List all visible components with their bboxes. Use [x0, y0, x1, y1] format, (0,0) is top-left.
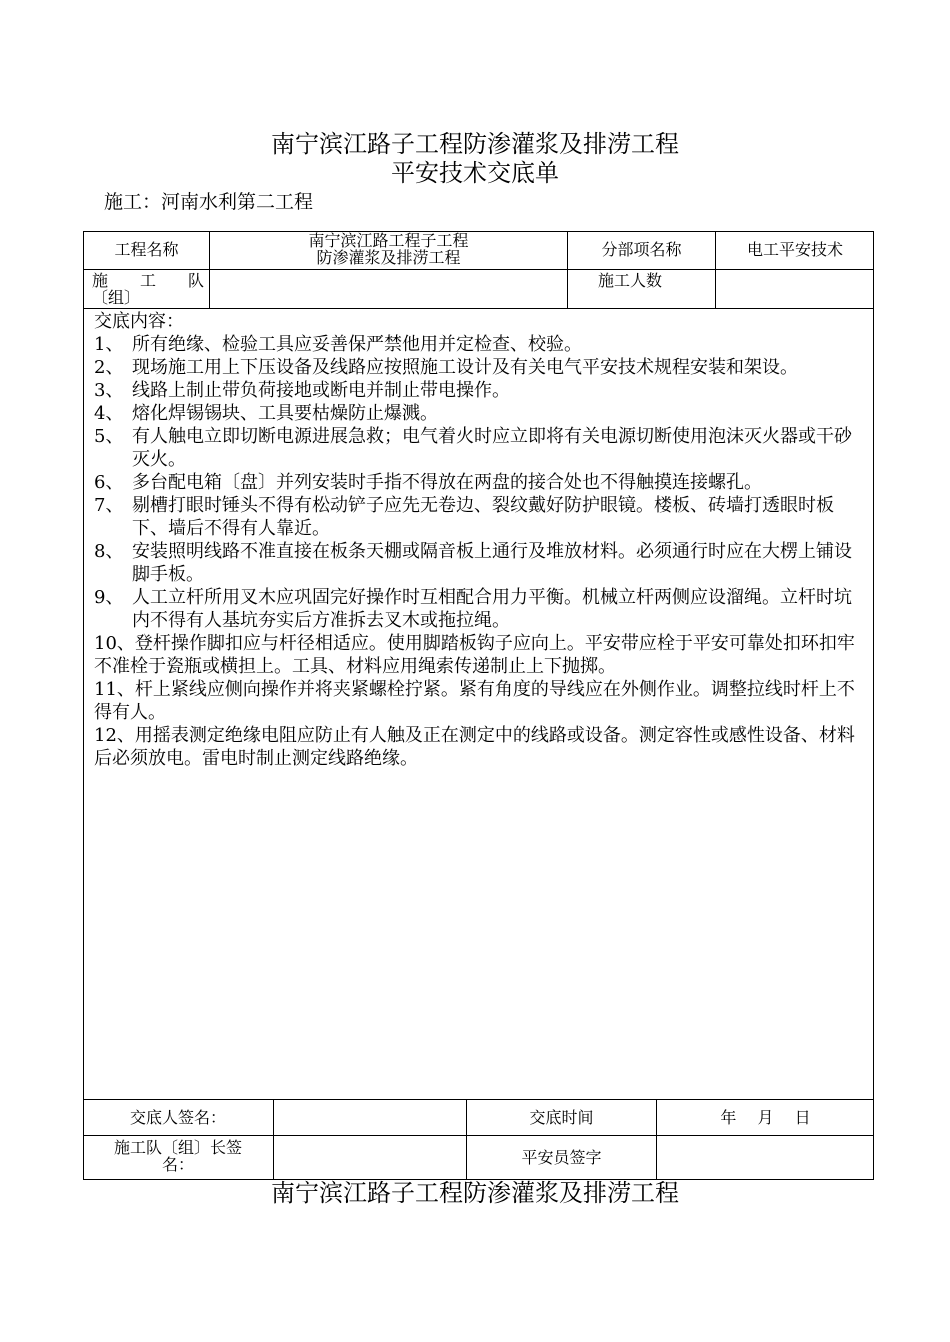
disclosure-time-label: 交底时间	[529, 1108, 594, 1127]
item-number: 1、	[94, 334, 124, 355]
item-text: 有人触电立即切断电源进展急救；电气着火时应立即将有关电源切断使用泡沫灭火器或干砂灭火。	[132, 426, 852, 470]
document-title: 南宁滨江路子工程防渗灌浆及排涝工程	[271, 130, 679, 158]
item-number: 10、	[94, 633, 135, 654]
team-leader-signature[interactable]	[274, 1136, 466, 1179]
discloser-label: 交底人签名：	[129, 1108, 226, 1127]
subitem-value: 电工平安技术	[746, 240, 843, 259]
item-number: 8、	[94, 541, 124, 562]
item-text: 安装照明线路不准直接在板条天棚或隔音板上通行及堆放材料。必须通行时应在大楞上铺设脚手板。	[132, 541, 852, 585]
item-number: 4、	[94, 403, 124, 424]
item-number: 6、	[94, 472, 124, 493]
content-item	[94, 333, 864, 356]
project-name-label: 工程名称	[114, 240, 179, 259]
content-item	[94, 586, 864, 632]
item-text: 人工立杆所用叉木应巩固完好操作时互相配合用力平衡。机械立杆两侧应设溜绳。立杆时坑内不得有人基坑夯实后方准拆去叉木或拖拉绳。	[132, 587, 852, 631]
workers-label: 施工人数	[598, 271, 663, 290]
content-item	[94, 678, 864, 724]
content-heading: 交底内容：	[94, 311, 184, 332]
project-name-value	[210, 232, 567, 266]
workers-value[interactable]	[716, 272, 874, 308]
content-item	[94, 724, 864, 770]
row-divider	[83, 1099, 874, 1100]
disclosure-time-value[interactable]: 年 月 日	[720, 1108, 811, 1127]
item-text: 线路上制止带负荷接地或断电并制止带电操作。	[132, 380, 510, 401]
item-number: 11、	[94, 679, 135, 700]
footer-title: 南宁滨江路子工程防渗灌浆及排涝工程	[271, 1179, 679, 1207]
content-item	[94, 540, 864, 586]
content-item	[94, 402, 864, 425]
item-text: 所有绝缘、检验工具应妥善保严禁他用并定检查、校验。	[132, 334, 582, 355]
item-text: 多台配电箱〔盘〕并列安装时手指不得放在两盘的接合处也不得触摸连接螺孔。	[132, 472, 762, 493]
item-number: 2、	[94, 357, 124, 378]
item-number: 5、	[94, 426, 124, 447]
row-divider	[83, 269, 874, 270]
team-label	[92, 272, 204, 306]
content-item	[94, 632, 864, 678]
item-text: 剔槽打眼时锤头不得有松动铲子应先无卷边、裂纹戴好防护眼镜。楼板、砖墙打透眼时板下、墙后不得有人靠近。	[132, 495, 834, 539]
project-name-line1: 南宁滨江路工程子工程	[308, 231, 469, 250]
document-subtitle: 平安技术交底单	[391, 159, 559, 187]
content-item	[94, 379, 864, 402]
safety-officer-signature[interactable]	[657, 1136, 874, 1179]
item-text: 熔化焊锡锡块、工具要枯燥防止爆溅。	[132, 403, 438, 424]
team-label-line2: 〔组〕	[92, 288, 141, 307]
item-number: 3、	[94, 380, 124, 401]
item-number: 12、	[94, 725, 135, 746]
team-leader-label-line2: 名：	[161, 1155, 194, 1174]
subitem-label: 分部项名称	[601, 240, 682, 259]
content-item	[94, 471, 864, 494]
row-divider	[83, 308, 874, 309]
team-leader-label-line1: 施工队〔组〕长签	[113, 1138, 242, 1157]
safety-officer-label: 平安员签字	[521, 1148, 602, 1167]
item-text: 用摇表测定绝缘电阻应防止有人触及正在测定中的线路或设备。测定容性或感性设备、材料后必须放电。雷电时制止测定线路绝缘。	[94, 725, 855, 769]
discloser-signature[interactable]	[274, 1100, 466, 1135]
team-value[interactable]	[210, 272, 567, 308]
team-leader-label	[83, 1139, 273, 1173]
content-item	[94, 356, 864, 379]
item-number: 9、	[94, 587, 124, 608]
item-text: 杆上紧线应侧向操作并将夹紧螺栓拧紧。紧有角度的导线应在外侧作业。调整拉线时杆上不得有人。	[94, 679, 855, 723]
contractor-line: 施工：河南水利第二工程	[104, 191, 314, 213]
item-number: 7、	[94, 495, 124, 516]
disclosure-content	[94, 310, 864, 770]
content-item	[94, 494, 864, 540]
content-item	[94, 425, 864, 471]
item-text: 现场施工用上下压设备及线路应按照施工设计及有关电气平安技术规程安装和架设。	[132, 357, 798, 378]
project-name-line2: 防渗灌浆及排涝工程	[316, 248, 461, 267]
item-text: 登杆操作脚扣应与杆径相适应。使用脚踏板钩子应向上。平安带应栓于平安可靠处扣环扣牢不准栓于瓷瓶或横担上。工具、材料应用绳索传递制止上下抛掷。	[94, 633, 855, 677]
team-label-line1: 施 工 队	[92, 271, 204, 290]
